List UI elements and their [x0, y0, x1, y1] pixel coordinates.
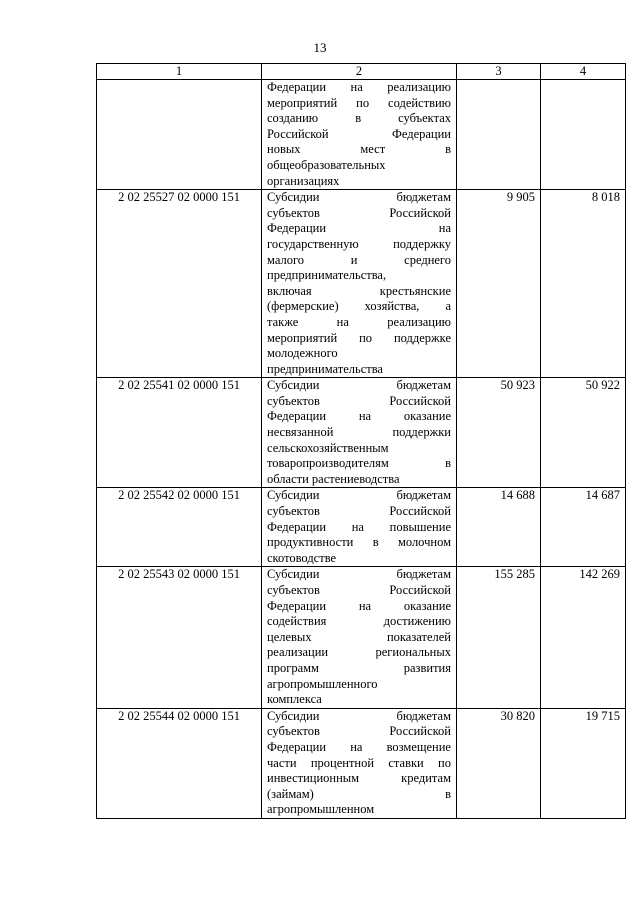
description-line: также на реализацию [267, 314, 451, 329]
row-value-col4: 14 687 [541, 488, 626, 567]
table-row [97, 190, 626, 378]
description-line: общеобразовательных [267, 157, 386, 172]
row-description [262, 708, 457, 818]
row-value-col3: 14 688 [457, 488, 541, 567]
row-value-col3: 30 820 [457, 708, 541, 818]
description-line: части процентной ставки по [267, 755, 451, 770]
row-description [262, 80, 457, 190]
description-line: мероприятий по поддержке [267, 330, 451, 345]
table-row [97, 378, 626, 488]
description-line: молодежного [267, 346, 338, 361]
description-line: Российской Федерации [267, 126, 451, 141]
description-line: новых мест в [267, 142, 451, 157]
description-line: Субсидии бюджетам [267, 488, 451, 503]
description-line: предпринимательства [267, 361, 383, 376]
description-line: Федерации на реализацию [267, 80, 451, 94]
description-line: инвестиционным кредитам [267, 771, 451, 786]
table-row [97, 488, 626, 567]
row-value-col3: 155 285 [457, 567, 541, 708]
row-code: 2 02 25541 02 0000 151 [97, 378, 262, 488]
description-line: субъектов Российской [267, 205, 451, 220]
description-line: программ развития [267, 660, 451, 675]
description-line: Субсидии бюджетам [267, 378, 451, 393]
row-description [262, 190, 457, 378]
description-line: Федерации на оказание [267, 409, 451, 424]
description-line: комплекса [267, 692, 322, 707]
header-col-4: 4 [541, 64, 626, 80]
description-line: мероприятий по содействию [267, 95, 451, 110]
description-line: содействия достижению [267, 614, 451, 629]
description-line: (займам) в [267, 786, 451, 801]
description-line: Субсидии бюджетам [267, 190, 451, 205]
row-description [262, 378, 457, 488]
description-line: субъектов Российской [267, 724, 451, 739]
description-line: реализации региональных [267, 645, 451, 660]
row-value-col4 [541, 80, 626, 190]
description-line: продуктивности в молочном [267, 535, 451, 550]
description-line: субъектов Российской [267, 504, 451, 519]
description-line: Субсидии бюджетам [267, 708, 451, 723]
description-line: Федерации на [267, 221, 451, 236]
description-line: Федерации на оказание [267, 598, 451, 613]
row-code: 2 02 25542 02 0000 151 [97, 488, 262, 567]
table-row [97, 567, 626, 708]
row-value-col4: 19 715 [541, 708, 626, 818]
row-code: 2 02 25544 02 0000 151 [97, 708, 262, 818]
row-value-col4: 8 018 [541, 190, 626, 378]
description-line: (фермерские) хозяйства, а [267, 299, 451, 314]
description-line: субъектов Российской [267, 583, 451, 597]
description-line: области растениеводства [267, 471, 400, 486]
row-value-col4: 50 922 [541, 378, 626, 488]
table-row [97, 80, 626, 190]
row-description [262, 567, 457, 708]
description-line: малого и среднего [267, 252, 451, 267]
description-line: организациях [267, 173, 340, 188]
budget-table [96, 63, 626, 819]
description-line: товаропроизводителям в [267, 456, 451, 471]
description-line: предпринимательства, [267, 268, 387, 283]
row-code [97, 80, 262, 190]
row-code: 2 02 25527 02 0000 151 [97, 190, 262, 378]
row-value-col4: 142 269 [541, 567, 626, 708]
description-line: несвязанной поддержки [267, 425, 451, 440]
description-line: сельскохозяйственным [267, 440, 389, 455]
description-line: Федерации на повышение [267, 519, 451, 534]
header-col-2: 2 [262, 64, 457, 80]
description-line: агропромышленного [267, 676, 378, 691]
description-line: включая крестьянские [267, 283, 451, 298]
row-value-col3 [457, 80, 541, 190]
description-line: созданию в субъектах [267, 111, 451, 126]
description-line: государственную поддержку [267, 236, 451, 251]
header-col-1: 1 [97, 64, 262, 80]
description-line: агропромышленном [267, 802, 375, 817]
description-line: Федерации на возмещение [267, 739, 451, 754]
page-number: 13 [313, 40, 327, 55]
description-line: скотоводстве [267, 550, 337, 565]
table-row [97, 708, 626, 818]
description-line: субъектов Российской [267, 393, 451, 408]
row-value-col3: 9 905 [457, 190, 541, 378]
row-code: 2 02 25543 02 0000 151 [97, 567, 262, 708]
header-col-3: 3 [457, 64, 541, 80]
description-line: целевых показателей [267, 629, 451, 644]
row-description [262, 488, 457, 567]
row-value-col3: 50 923 [457, 378, 541, 488]
description-line: Субсидии бюджетам [267, 567, 451, 582]
table-header-row [97, 64, 626, 80]
